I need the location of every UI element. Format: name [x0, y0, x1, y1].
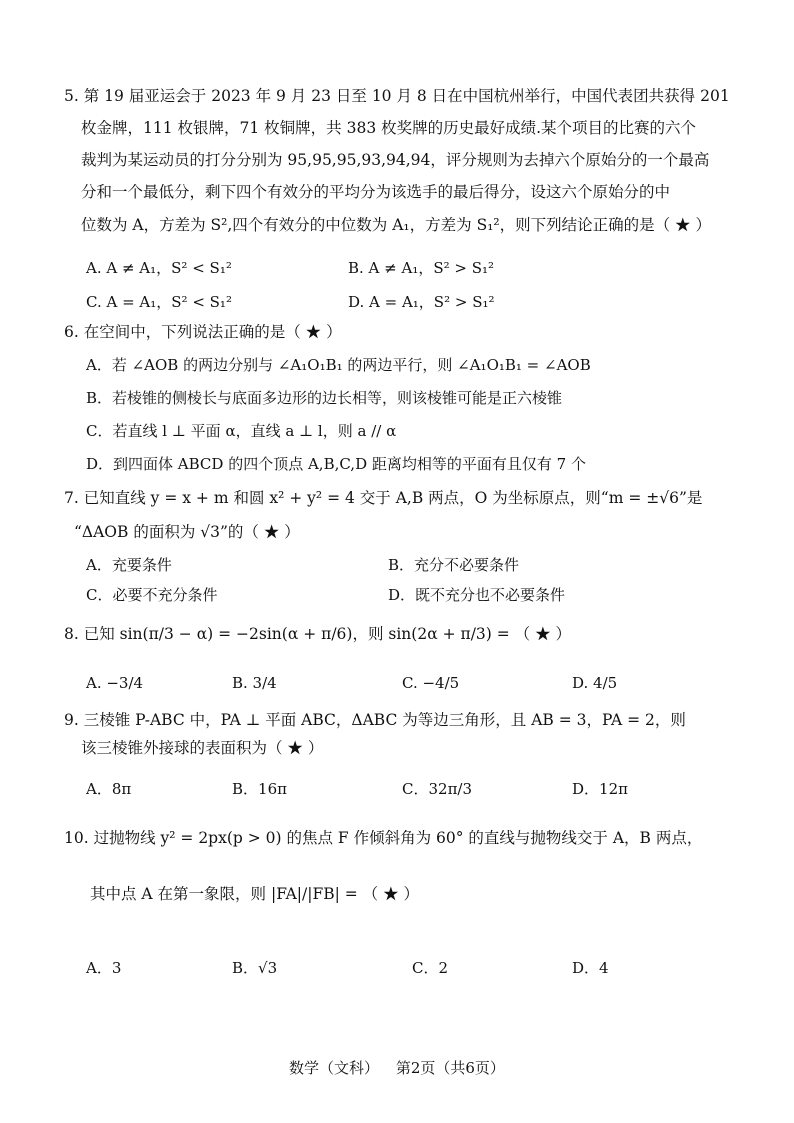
q10-option-c: C．2: [412, 959, 449, 977]
q6-option-b: B．若棱锥的侧棱长与底面多边形的边长相等，则该棱锥可能是正六棱锥: [86, 389, 563, 407]
q5-line-2: 枚金牌，111 枚银牌，71 枚铜牌，共 383 枚奖牌的历史最好成绩.某个项目的比赛的六个: [81, 119, 697, 137]
q6-option-a: A．若 ∠AOB 的两边分别与 ∠A₁O₁B₁ 的两边平行，则 ∠A₁O₁B₁ = ∠AOB: [86, 356, 591, 374]
q6-option-c: C．若直线 l ⊥ 平面 α，直线 a ⊥ l，则 a // α: [86, 422, 397, 440]
q9-option-d: D．12π: [572, 780, 628, 798]
q5-line-3: 裁判为某运动员的打分分别为 95,95,95,93,94,94，评分规则为去掉六个原始分的一个最高: [81, 151, 710, 169]
q9-line-1: 9. 三棱锥 P-ABC 中，PA ⊥ 平面 ABC，ΔABC 为等边三角形，且 AB = 3，PA = 2，则: [64, 711, 686, 729]
q9-option-a: A．8π: [86, 780, 132, 798]
q6-stem: 6. 在空间中，下列说法正确的是（ ★ ）: [64, 323, 342, 341]
q10-line-2: 其中点 A 在第一象限，则 |FA|/|FB| = （ ★ ）: [90, 885, 420, 903]
q5-option-b: B. A ≠ A₁，S² > S₁²: [348, 259, 495, 277]
footer-subject: 数学（文科）: [289, 1059, 380, 1077]
q8-option-a: A. −3/4: [86, 674, 144, 692]
q5-line-4: 分和一个最低分，剩下四个有效分的平均分为该选手的最后得分，设这六个原始分的中: [81, 183, 671, 201]
q8-option-c: C. −4/5: [402, 674, 460, 692]
q10-option-a: A．3: [86, 959, 122, 977]
q7-option-b: B．充分不必要条件: [388, 556, 520, 574]
footer-page-number: 第2页（共6页）: [395, 1059, 505, 1077]
q5-option-d: D. A = A₁，S² > S₁²: [348, 293, 495, 311]
q9-option-c: C．32π/3: [402, 780, 473, 798]
q7-option-d: D．既不充分也不必要条件: [388, 586, 566, 604]
q5-line-5: 位数为 A，方差为 S²,四个有效分的中位数为 A₁，方差为 S₁²，则下列结论正确的是（ ★ ）: [81, 216, 711, 234]
q5-option-a: A. A ≠ A₁，S² < S₁²: [86, 259, 232, 277]
q10-option-d: D．4: [572, 959, 609, 977]
q9-option-b: B．16π: [232, 780, 287, 798]
q8-stem: 8. 已知 sin(π/3 − α) = −2sin(α + π/6)，则 sin(2α + π/3) = （ ★ ）: [64, 625, 572, 643]
q6-option-d: D．到四面体 ABCD 的四个顶点 A,B,C,D 距离均相等的平面有且仅有 7 个: [86, 455, 586, 473]
q5-option-c: C. A = A₁，S² < S₁²: [86, 293, 232, 311]
q7-option-a: A．充要条件: [86, 556, 172, 574]
q10-line-1: 10. 过抛物线 y² = 2px(p > 0) 的焦点 F 作倾斜角为 60° 的直线与抛物线交于 A，B 两点，: [64, 829, 703, 847]
q8-option-b: B. 3/4: [232, 674, 277, 692]
q10-option-b: B．√3: [232, 959, 278, 977]
q5-line-1: 5. 第 19 届亚运会于 2023 年 9 月 23 日至 10 月 8 日在中国杭州举行，中国代表团共获得 201: [64, 87, 730, 105]
q7-line-1: 7. 已知直线 y = x + m 和圆 x² + y² = 4 交于 A,B 两点，O 为坐标原点，则“m = ±√6”是: [64, 489, 703, 507]
q7-line-2: “ΔAOB 的面积为 √3”的（ ★ ）: [74, 523, 300, 541]
page-footer: [0, 1057, 794, 1078]
q7-option-c: C．必要不充分条件: [86, 586, 218, 604]
q9-line-2: 该三棱锥外接球的表面积为（ ★ ）: [81, 739, 324, 757]
q8-option-d: D. 4/5: [572, 674, 618, 692]
